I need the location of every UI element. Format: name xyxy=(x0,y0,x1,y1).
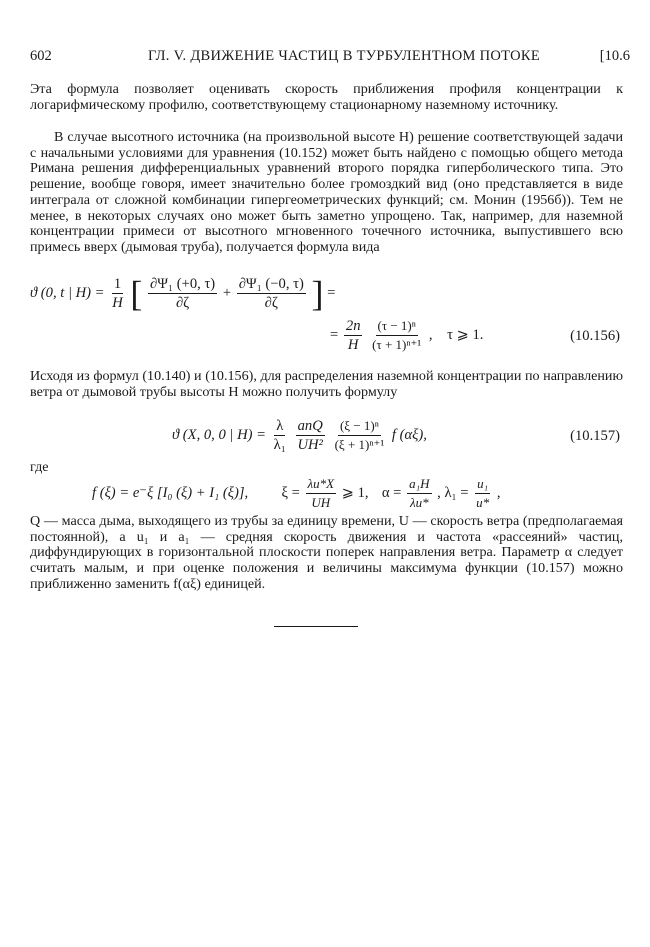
def-xi-lhs: ξ = xyxy=(281,484,300,501)
equation-10-156-line2: = $\frac{2n}{H}$ $\frac{\text{(τ − 1)ⁿ}}{\text{(τ + 1)ⁿ⁺¹}}$ , τ ⩾ 1. xyxy=(330,318,484,353)
eq156-r-num: (τ − 1)ⁿ xyxy=(376,318,418,336)
eq156-lhs: ϑ (0, t | H) = xyxy=(30,284,105,301)
eq156-equals-2: = xyxy=(330,326,339,343)
eq156-t2-den: ∂ζ xyxy=(264,295,278,311)
eq157-tail: f (αξ), xyxy=(391,426,427,443)
where-label xyxy=(30,460,623,476)
def-f: f (ξ) = e⁻ξ [I₀ (ξ) + I₁ (ξ)], xyxy=(92,484,249,501)
eq157-c xyxy=(333,418,387,453)
paragraph-1-text: Эта формула позволяет оценивать скорость приближения профиля концентрации к логарифмическому профилю, соответствующему стационарному наземному источнику. xyxy=(30,81,623,113)
eq156-plus: + xyxy=(222,284,232,301)
paragraph-2-text: В случае высотного источника (на произвольной высоте H) решение соответствующей задачи с начальными условиями для уравнения (10.152) может быть найдено с помощью общего метода Римана решения дифференциальных уравнений второго порядка гиперболического типа. Это решение, вообще говоря, имеет значительно более громоздкий вид (оно представляется в виде интеграла от сложной комбинации гипергеометрических функций; см. Монин (1956б)). Тем не менее, в некоторых случаях оно может быть заметно упрощено. Так, например, для наземной концентрации примеси от высотного мгновенного точечного источника, выпустившего всю примесь вверх (дымовая труба), получается формула вида xyxy=(30,129,623,255)
eq156-coef-den: H xyxy=(112,295,123,311)
eq156-term2 xyxy=(237,276,306,311)
end-rule xyxy=(274,626,358,627)
eq156-c xyxy=(344,318,363,353)
eq156-equals: = xyxy=(327,284,336,301)
left-bracket: [ xyxy=(130,273,143,314)
right-bracket: ] xyxy=(311,273,324,314)
def-alpha-frac xyxy=(407,476,431,511)
def-end: , xyxy=(496,484,501,501)
eq156-t1-num: ∂Ψ₁ (+0, τ) xyxy=(150,276,216,292)
def-xi-den: UH xyxy=(311,495,331,510)
def-lambda-lhs: , λ₁ = xyxy=(437,484,469,501)
running-title: ГЛ. V. ДВИЖЕНИЕ ЧАСТИЦ В ТУРБУЛЕНТНОМ ПОТОКЕ xyxy=(148,48,541,64)
def-lambda-num: u₁ xyxy=(475,476,490,494)
paragraph-5-text: Q — масса дыма, выходящего из трубы за единицу времени, U — скорость ветра (предполагаемая постоянной), а u₁ и a₁ — средняя скорость движения и частота «рассеяний» частиц, диффундирующих в горизонтальной плоскости поперек направления ветра. Параметр α следует считать малым, и при оценке положения и величины максимума функции (10.157) можно приближенно заменить f(αξ) единицей. xyxy=(30,513,623,592)
def-xi-tail: ⩾ 1, xyxy=(341,484,369,501)
eq157-b-den: UH² xyxy=(297,437,323,453)
page-number: 602 xyxy=(30,48,52,64)
eq157-a xyxy=(272,418,288,453)
def-xi-num: λu*X xyxy=(306,476,337,494)
eq157-label: (10.157) xyxy=(570,428,620,444)
eq156-c-den: H xyxy=(347,337,359,353)
eq157-c-den: (ξ + 1)ⁿ⁺¹ xyxy=(334,437,385,452)
eq156-condition: τ ⩾ 1. xyxy=(447,326,484,343)
eq156-t1-den: ∂ζ xyxy=(175,295,190,311)
def-lambda-den: u* xyxy=(476,495,490,510)
paragraph-2 xyxy=(30,130,623,256)
where-text: где xyxy=(30,459,49,475)
eq156-ratio xyxy=(370,318,423,353)
eq156-r-den: (τ + 1)ⁿ⁺¹ xyxy=(372,337,422,352)
eq156-label: (10.156) xyxy=(570,328,620,344)
equation-10-156-line1 xyxy=(30,273,336,314)
eq157-b-num: anQ xyxy=(297,418,323,434)
section-number: [10.6 xyxy=(599,48,630,64)
eq157-lhs: ϑ (X, 0, 0 | H) = xyxy=(172,426,266,443)
eq156-coefficient xyxy=(110,276,125,311)
paragraph-3-text: Исходя из формул (10.140) и (10.156), для распределения наземной концентрации по направлению ветра от дымовой трубы высоты H можно получить формулу xyxy=(30,368,623,400)
equation-10-157 xyxy=(172,418,427,453)
eq156-t2-num: ∂Ψ₁ (−0, τ) xyxy=(238,276,304,292)
eq157-a-num: λ xyxy=(276,418,284,434)
eq156-c-num: 2n xyxy=(345,318,361,334)
def-alpha-den: λu* xyxy=(409,495,429,510)
def-lambda-frac xyxy=(474,476,491,511)
paragraph-5 xyxy=(30,514,623,593)
def-alpha-lhs: α = xyxy=(381,484,402,501)
eq156-coef-num: 1 xyxy=(113,276,122,292)
eq156-term1 xyxy=(148,276,217,311)
definitions-line xyxy=(92,476,500,511)
eq157-a-den: λ₁ xyxy=(273,437,286,453)
eq157-b xyxy=(295,418,324,453)
running-header xyxy=(30,48,630,68)
eq157-c-num: (ξ − 1)ⁿ xyxy=(338,418,381,436)
def-alpha-num: a₁H xyxy=(407,476,431,494)
paragraph-3 xyxy=(30,369,623,400)
def-xi-frac xyxy=(306,476,337,511)
paragraph-1 xyxy=(30,82,623,113)
